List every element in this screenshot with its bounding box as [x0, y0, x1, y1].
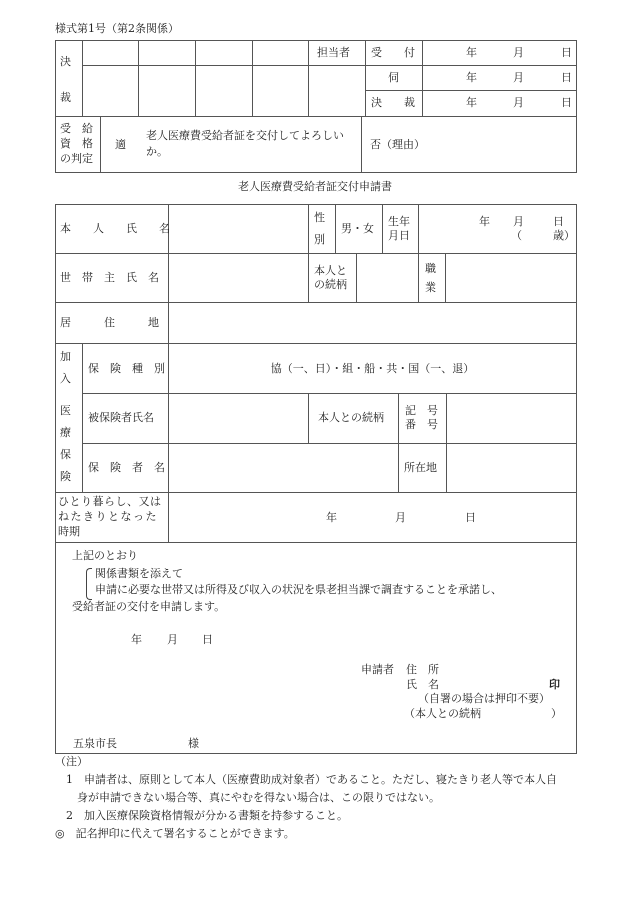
alone-since-label: 時期 — [58, 525, 80, 538]
household-head-label: 世 帯 主 氏 名 — [60, 271, 159, 284]
divider — [308, 253, 309, 302]
applicant-name-field[interactable] — [169, 205, 307, 252]
relation-label: 本人と — [314, 264, 347, 277]
divider — [418, 204, 419, 253]
divider — [365, 65, 577, 66]
insurer-name-field[interactable] — [169, 444, 397, 491]
divider — [418, 253, 419, 302]
application-month[interactable]: 月 — [167, 633, 178, 646]
judgement-question: 老人医療費受給者証を交付してよろしい — [146, 129, 344, 142]
birthdate-label: 月日 — [388, 229, 410, 242]
alone-since-label: ひとり暮らし、又は — [58, 495, 162, 508]
divider — [398, 393, 399, 492]
note-item: 身が申請できない場合等、真にやむを得ない場合は、この限りではない。 — [77, 791, 440, 804]
symbol-number-label: 記 号 — [405, 404, 438, 417]
tantousha-label: 担当者 — [317, 46, 350, 59]
date-day: 日 — [561, 71, 572, 84]
applicant-label: 申請者 — [361, 663, 394, 676]
insured-name-field[interactable] — [169, 394, 307, 442]
addressee-honorific: 様 — [188, 737, 199, 750]
divider — [335, 204, 336, 253]
application-year[interactable]: 年 — [131, 633, 142, 646]
approver-seal-box[interactable] — [196, 66, 251, 116]
notes-heading: （注） — [55, 755, 88, 768]
date-day: 日 — [561, 46, 572, 59]
applicant-name-label: 本 人 氏 名 — [60, 222, 170, 235]
addressee: 五泉市長 — [73, 737, 117, 750]
declaration-bracket-line: 関係書類を添えて — [95, 567, 183, 580]
occupation-field[interactable] — [446, 254, 576, 301]
applicant-relation-label: （本人との続柄 — [404, 707, 481, 720]
divider — [55, 542, 577, 543]
declaration-intro: 上記のとおり — [72, 549, 138, 562]
location-label: 所在地 — [404, 461, 437, 474]
insured-name-label: 被保険者氏名 — [88, 411, 154, 424]
applicant-name-sign-label: 氏 名 — [406, 678, 439, 691]
declaration-request: 受給者証の交付を申請します。 — [72, 600, 226, 613]
note-item: 1 申請者は、原則として本人（医療費助成対象者）であること。ただし、寝たきり老人等で本人自 — [66, 773, 557, 786]
date-year: 年 — [466, 96, 477, 109]
divider — [55, 492, 577, 493]
reject-option[interactable]: 否（理由） — [370, 138, 425, 151]
date-year: 年 — [466, 71, 477, 84]
divider — [308, 204, 309, 253]
applicant-relation-close: ） — [551, 707, 562, 720]
approver-seal-box[interactable] — [139, 66, 194, 116]
insurance-group-label: 保 — [60, 448, 71, 461]
occupation-label: 業 — [425, 281, 436, 294]
location-field[interactable] — [447, 444, 576, 491]
insurance-group-label: 加 — [60, 350, 71, 363]
kessai-label: 裁 — [60, 91, 71, 104]
sex-label: 性 — [314, 211, 325, 224]
divider — [365, 40, 366, 117]
insurance-group-label: 険 — [60, 470, 71, 483]
insurance-type-options[interactable]: 協（一、日）・組・船・共・国（一、退） — [270, 362, 475, 375]
page-title: 老人医療費受給者証交付申請書 — [238, 180, 392, 193]
approve-option[interactable]: 適 — [115, 138, 126, 151]
relation-label: の続柄 — [314, 278, 347, 291]
approver-seal-box[interactable] — [196, 41, 251, 64]
birthdate-label: 生年 — [388, 215, 410, 228]
insurance-group-label: 入 — [60, 372, 71, 385]
decision-label: 決 裁 — [371, 96, 415, 109]
note-item: ◎ 記名押印に代えて署名することができます。 — [55, 827, 295, 840]
kessai-label: 決 — [60, 55, 71, 68]
divider — [308, 393, 309, 443]
birth-month[interactable]: 月 — [513, 215, 524, 228]
insurance-group-label: 医 — [60, 404, 71, 417]
approver-seal-box[interactable] — [139, 41, 194, 64]
insured-relation-label: 本人との続柄 — [318, 411, 384, 424]
alone-since-label: ねたきりとなった — [58, 510, 158, 523]
applicant-address-field[interactable] — [445, 661, 565, 677]
application-day[interactable]: 日 — [202, 633, 213, 646]
divider — [422, 40, 423, 117]
approver-seal-box[interactable] — [253, 41, 307, 64]
symbol-number-field[interactable] — [447, 394, 576, 442]
date-month: 月 — [513, 46, 524, 59]
inquiry-label: 伺 — [388, 71, 399, 84]
judgement-label: 受 給 — [60, 122, 93, 135]
date-day: 日 — [561, 96, 572, 109]
insurance-group-label: 療 — [60, 426, 71, 439]
residence-label: 居 住 地 — [60, 316, 159, 329]
approver-seal-box[interactable] — [83, 41, 137, 64]
insurance-type-label: 保 険 種 別 — [88, 362, 165, 375]
divider — [100, 116, 101, 173]
sex-label: 別 — [314, 233, 325, 246]
seal-mark: 印 — [549, 678, 560, 691]
judgement-question: か。 — [146, 145, 168, 158]
birth-year[interactable]: 年 — [479, 215, 490, 228]
alone-day[interactable]: 日 — [465, 511, 476, 524]
judgement-border — [55, 116, 577, 173]
insurer-name-label: 保 険 者 名 — [88, 461, 165, 474]
seal-note: （自署の場合は押印不要） — [418, 692, 550, 705]
residence-field[interactable] — [169, 303, 576, 342]
applicant-address-label: 住 所 — [406, 663, 439, 676]
household-head-field[interactable] — [169, 254, 307, 301]
tantousha-seal-box[interactable] — [309, 66, 364, 116]
date-year: 年 — [466, 46, 477, 59]
occupation-label: 職 — [425, 262, 436, 275]
applicant-relation-field[interactable] — [480, 705, 550, 721]
note-item: 2 加入医療保険資格情報が分かる書類を持参すること。 — [66, 809, 348, 822]
age-close: 歳） — [553, 229, 575, 242]
date-month: 月 — [513, 71, 524, 84]
bracket-icon — [86, 568, 92, 600]
birth-day[interactable]: 日 — [553, 215, 564, 228]
applicant-signature-field[interactable] — [445, 676, 545, 692]
divider — [382, 204, 383, 253]
declaration-bracket-line: 申請に必要な世帯又は所得及び収入の状況を県老担当課で調査することを承諾し、 — [95, 583, 502, 596]
form-number: 様式第1号（第2条関係） — [55, 22, 179, 35]
judgement-label: の判定 — [60, 152, 93, 165]
approver-seal-box[interactable] — [253, 66, 307, 116]
divider — [365, 90, 577, 91]
symbol-number-label: 番 号 — [405, 418, 438, 431]
age-open: （ — [511, 229, 522, 242]
date-month: 月 — [513, 96, 524, 109]
judgement-label: 資 格 — [60, 137, 93, 150]
divider — [82, 343, 83, 492]
sex-options[interactable]: 男・女 — [341, 222, 374, 235]
relation-field[interactable] — [357, 254, 417, 301]
alone-month[interactable]: 月 — [395, 511, 406, 524]
approver-seal-box[interactable] — [83, 66, 137, 116]
divider — [361, 116, 362, 173]
received-label: 受 付 — [371, 46, 415, 59]
divider — [55, 343, 577, 344]
alone-year[interactable]: 年 — [326, 511, 337, 524]
